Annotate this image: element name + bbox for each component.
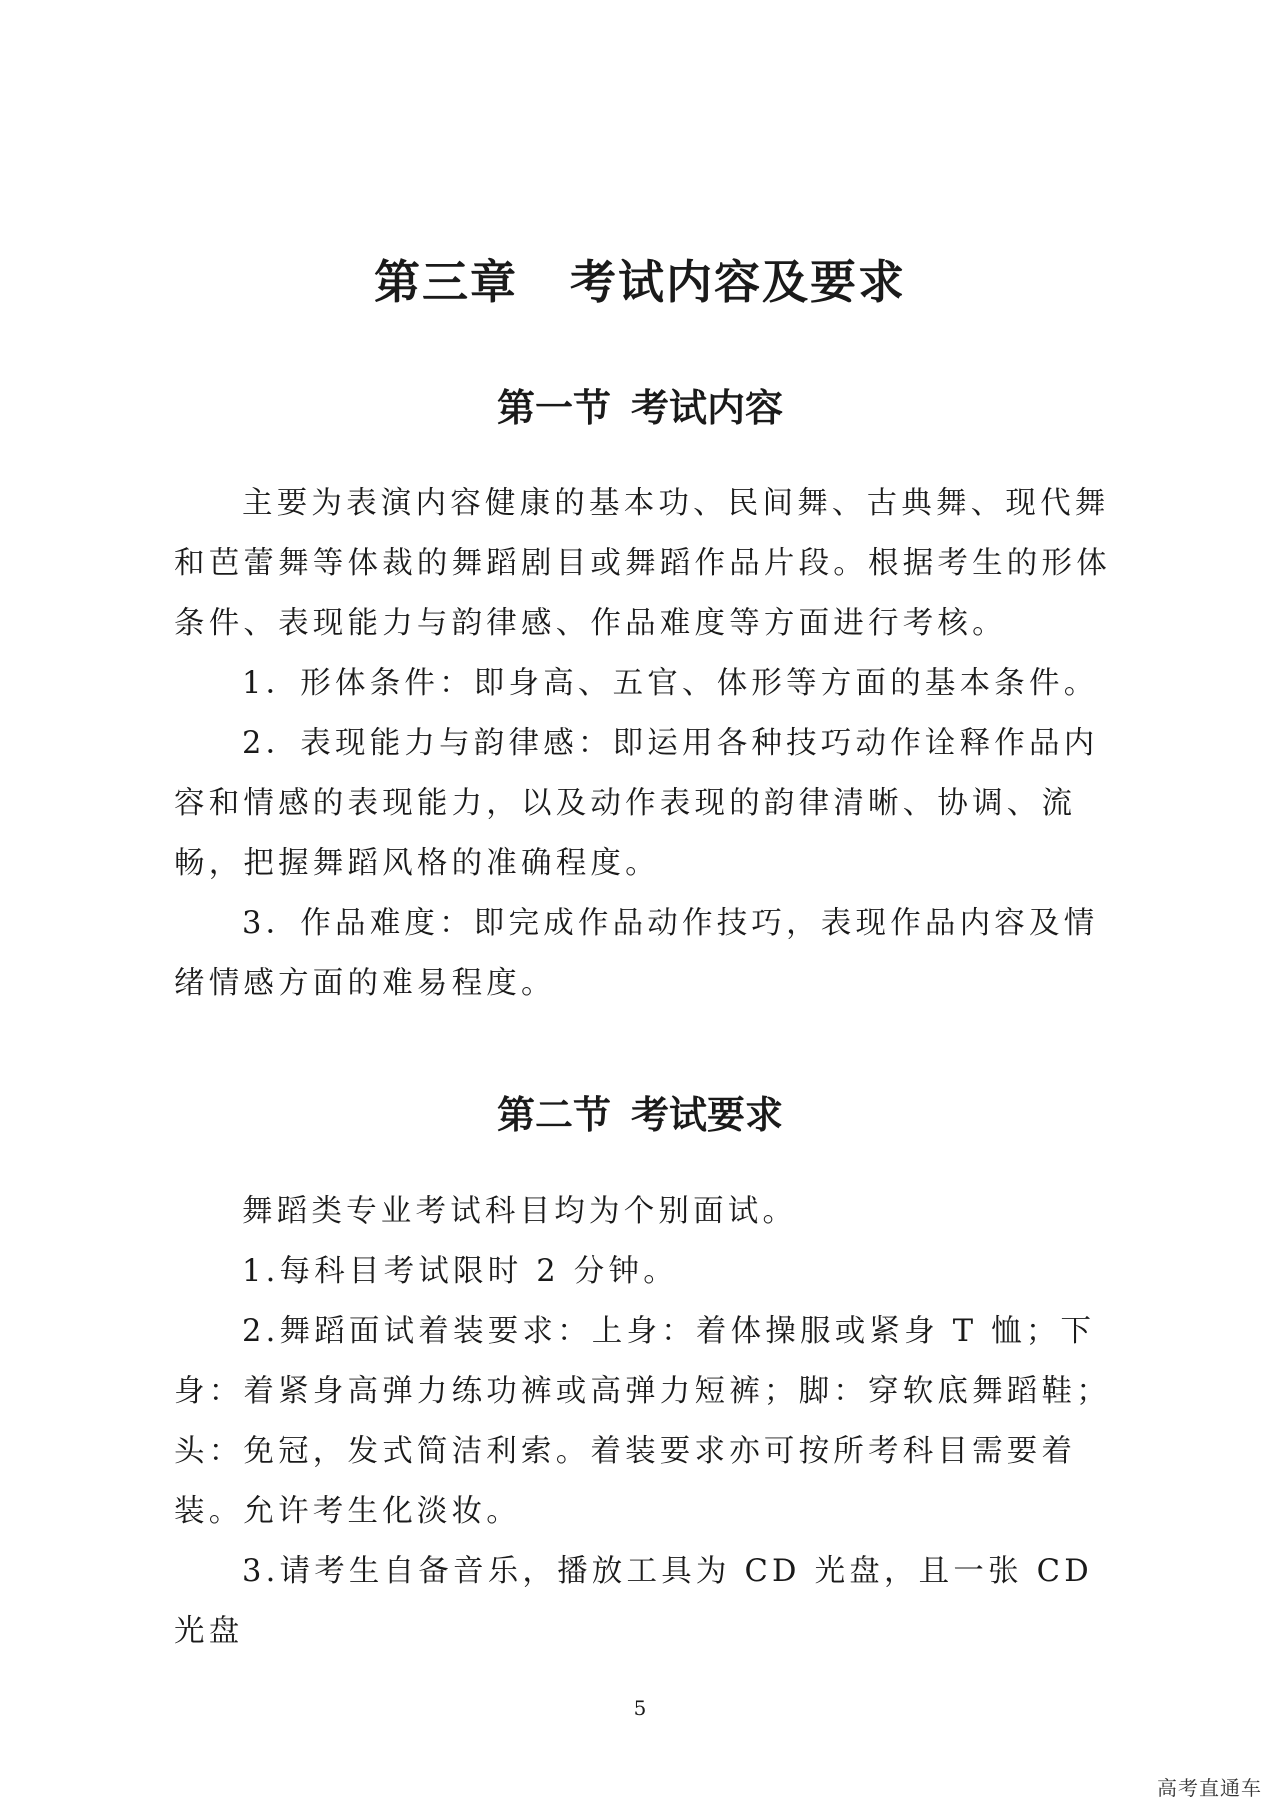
chapter-title-text: 考试内容及要求	[570, 255, 906, 309]
chapter-number: 第三章	[374, 255, 518, 309]
section-1-item-2: 2．表现能力与韵律感：即运用各种技巧动作诠释作品内容和情感的表现能力，以及动作表现的韵律清晰、协调、流畅，把握舞蹈风格的准确程度。	[174, 726, 1099, 881]
section-1-number: 第一节	[496, 386, 611, 430]
page-number: 5	[633, 1696, 647, 1720]
section-2-title-text: 考试要求	[631, 1093, 784, 1137]
section-2-intro-paragraph: 舞蹈类专业考试科目均为个别面试。	[242, 1194, 798, 1229]
section-2-item-1: 1.每科目考试限时 2 分钟。	[242, 1254, 678, 1289]
section-1-item-3: 3．作品难度：即完成作品动作技巧，表现作品内容及情绪情感方面的难易程度。	[174, 906, 1099, 1001]
section-2-item-3: 3.请考生自备音乐，播放工具为 CD 光盘，且一张 CD 光盘	[174, 1554, 1093, 1649]
watermark-text: 高考直通车	[1157, 1776, 1262, 1800]
section-1-title	[0, 377, 1280, 432]
section-2-item-2: 2.舞蹈面试着装要求：上身：着体操服或紧身 T 恤；下身：着紧身高弹力练功裤或高弹力短裤；脚：穿软底舞蹈鞋；头：免冠，发式简洁利索。着装要求亦可按所考科目需要着装。允许考生化淡妆。	[174, 1314, 1111, 1529]
section-1-title-text: 考试内容	[631, 386, 784, 430]
chapter-title	[0, 246, 1280, 312]
section-1-intro-paragraph: 主要为表演内容健康的基本功、民间舞、古典舞、现代舞和芭蕾舞等体裁的舞蹈剧目或舞蹈作品片段。根据考生的形体条件、表现能力与韵律感、作品难度等方面进行考核。	[174, 486, 1111, 641]
section-1-item-1: 1．形体条件：即身高、五官、体形等方面的基本条件。	[242, 666, 1099, 701]
section-2-title	[0, 1084, 1280, 1139]
section-2-number: 第二节	[496, 1093, 611, 1137]
